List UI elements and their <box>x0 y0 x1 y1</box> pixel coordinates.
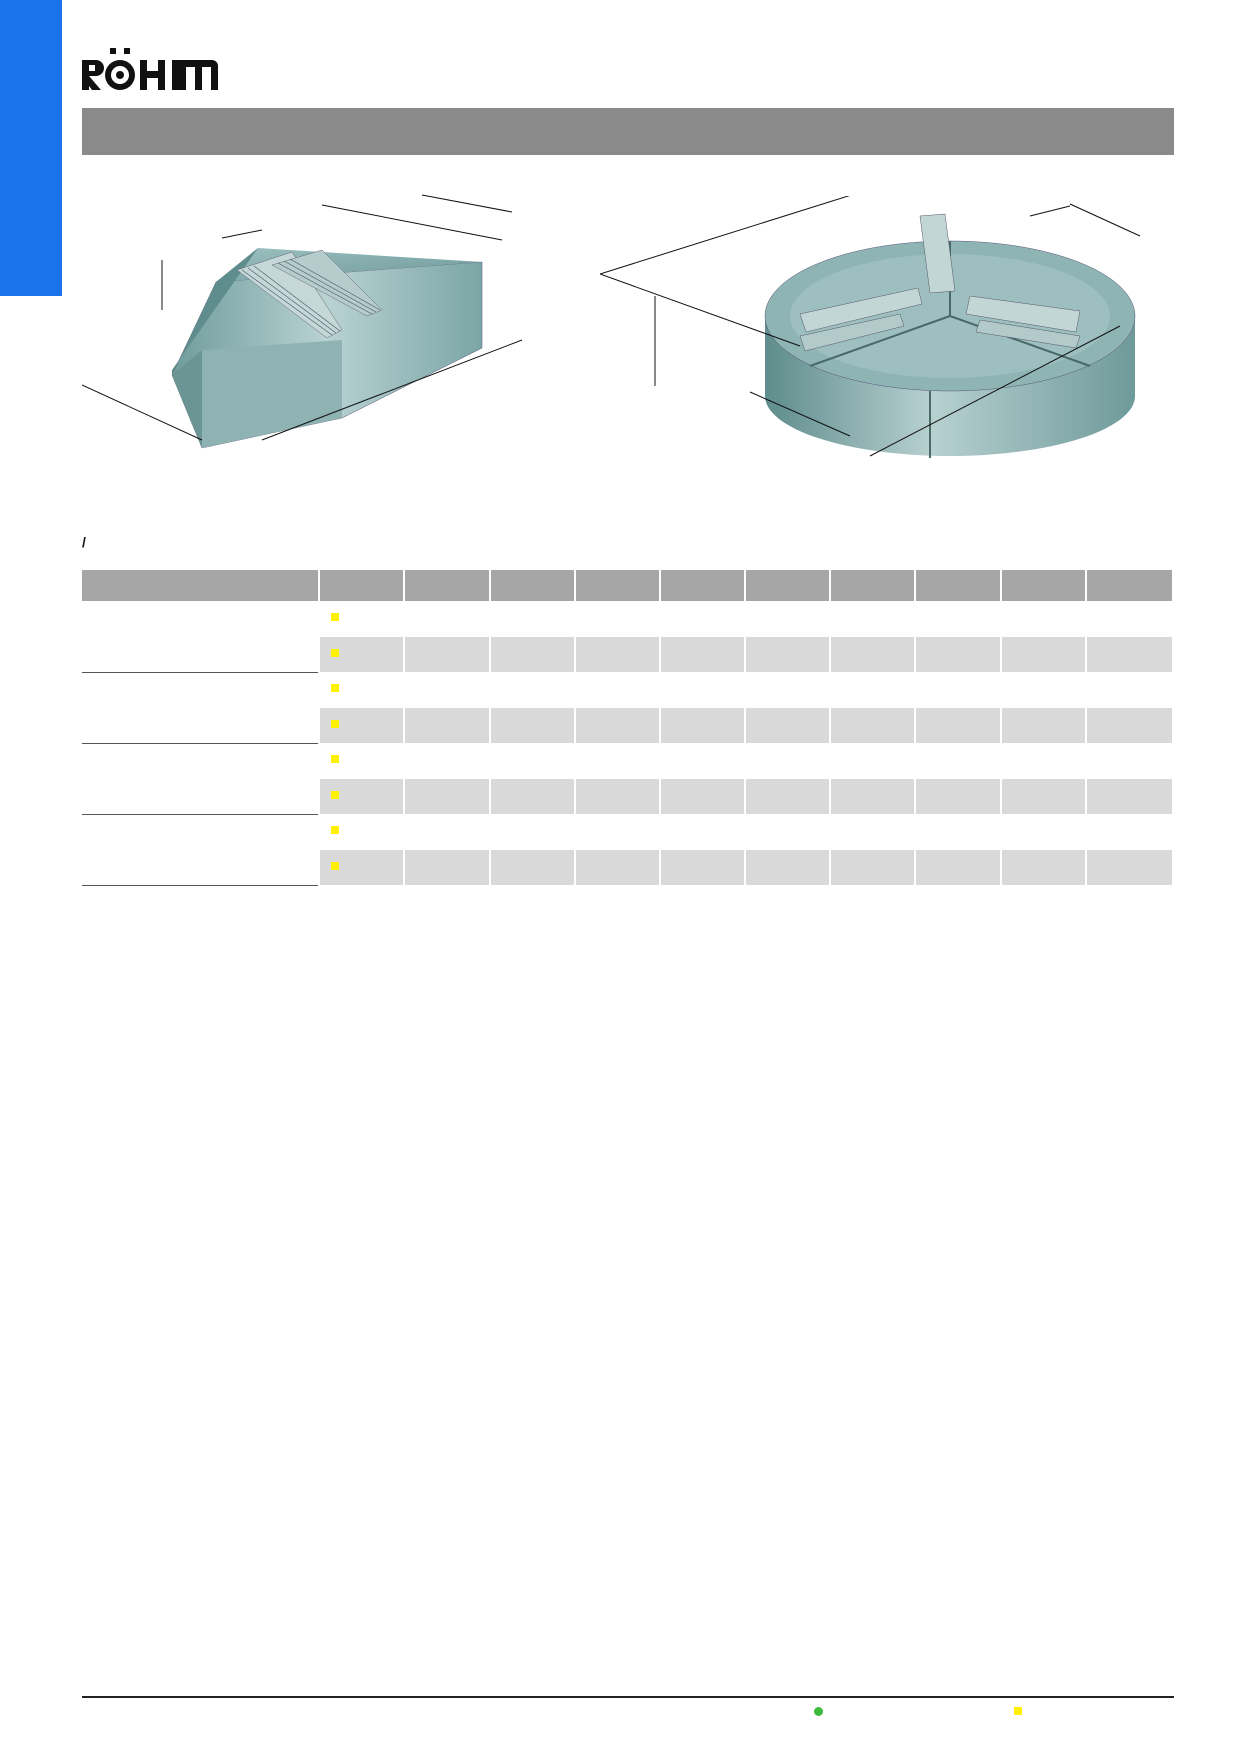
green-dot-icon <box>814 1707 823 1716</box>
set-number-cell <box>319 743 404 779</box>
c-cell <box>575 672 660 708</box>
b-cell <box>490 850 575 886</box>
page-title <box>82 108 1174 155</box>
a-cell <box>404 850 489 886</box>
table-header-row <box>82 570 1173 601</box>
yellow-square-icon <box>331 791 339 799</box>
n-cell <box>660 814 745 850</box>
j-cell <box>830 779 915 815</box>
futtertyp-cell <box>82 743 319 814</box>
a-cell <box>404 672 489 708</box>
material-cell <box>915 814 1000 850</box>
gewicht-cell <box>1086 814 1173 850</box>
yellow-square-icon <box>1014 1707 1022 1715</box>
material-cell <box>915 637 1000 673</box>
gewicht-cell <box>1086 779 1173 815</box>
futtertyp-cell <box>82 601 319 672</box>
c-cell <box>575 779 660 815</box>
b-cell <box>490 814 575 850</box>
yellow-square-icon <box>331 826 339 834</box>
c-cell <box>575 743 660 779</box>
a-cell <box>404 637 489 673</box>
design-1-illustration <box>82 190 582 490</box>
material-cell <box>915 708 1000 744</box>
ausfuehrung-cell <box>1001 779 1086 815</box>
yellow-square-icon <box>331 862 339 870</box>
gewicht-cell <box>1086 708 1173 744</box>
a-cell <box>404 708 489 744</box>
j-cell <box>830 708 915 744</box>
ausfuehrung-cell <box>1001 672 1086 708</box>
product-intro <box>82 530 86 555</box>
table-row <box>82 672 1173 708</box>
header-ausfuehrung <box>1001 570 1086 601</box>
header-futtertyp <box>82 570 319 601</box>
roehm-logo <box>80 44 220 96</box>
gewicht-cell <box>1086 850 1173 886</box>
k-cell <box>745 601 830 637</box>
header-material <box>915 570 1000 601</box>
ausfuehrung-cell <box>1001 637 1086 673</box>
set-number-cell <box>319 708 404 744</box>
header-n <box>660 570 745 601</box>
table-row <box>82 743 1173 779</box>
j-cell <box>830 601 915 637</box>
futtertyp-cell <box>82 672 319 743</box>
gewicht-cell <box>1086 637 1173 673</box>
yellow-square-icon <box>331 720 339 728</box>
a-cell <box>404 743 489 779</box>
product-type-line: / <box>82 533 86 550</box>
yellow-square-icon <box>331 684 339 692</box>
header-gewicht <box>1086 570 1173 601</box>
ausfuehrung-cell <box>1001 814 1086 850</box>
j-cell <box>830 743 915 779</box>
k-cell <box>745 708 830 744</box>
j-cell <box>830 672 915 708</box>
n-cell <box>660 779 745 815</box>
n-cell <box>660 743 745 779</box>
header-b <box>490 570 575 601</box>
ausfuehrung-cell <box>1001 743 1086 779</box>
side-tab <box>0 0 62 296</box>
j-cell <box>830 814 915 850</box>
b-cell <box>490 637 575 673</box>
j-cell <box>830 637 915 673</box>
b-cell <box>490 779 575 815</box>
yellow-square-icon <box>331 755 339 763</box>
header-a <box>404 570 489 601</box>
material-cell <box>915 850 1000 886</box>
n-cell <box>660 850 745 886</box>
set-number-cell <box>319 637 404 673</box>
legend-weeks <box>1014 1707 1034 1715</box>
c-cell <box>575 637 660 673</box>
k-cell <box>745 672 830 708</box>
c-cell <box>575 850 660 886</box>
n-cell <box>660 672 745 708</box>
j-cell <box>830 850 915 886</box>
legend-stock <box>814 1707 835 1716</box>
b-cell <box>490 672 575 708</box>
spec-table <box>82 570 1174 886</box>
b-cell <box>490 708 575 744</box>
yellow-square-icon <box>331 649 339 657</box>
ausfuehrung-cell <box>1001 708 1086 744</box>
yellow-square-icon <box>331 613 339 621</box>
n-cell <box>660 637 745 673</box>
table-row <box>82 814 1173 850</box>
c-cell <box>575 814 660 850</box>
ausfuehrung-cell <box>1001 850 1086 886</box>
design-2-illustration <box>600 196 1180 486</box>
material-cell <box>915 743 1000 779</box>
material-cell <box>915 779 1000 815</box>
material-cell <box>915 601 1000 637</box>
set-number-cell <box>319 779 404 815</box>
header-c <box>575 570 660 601</box>
ausfuehrung-cell <box>1001 601 1086 637</box>
c-cell <box>575 601 660 637</box>
a-cell <box>404 779 489 815</box>
set-number-cell <box>319 814 404 850</box>
header-k <box>745 570 830 601</box>
table-row <box>82 601 1173 637</box>
b-cell <box>490 743 575 779</box>
b-cell <box>490 601 575 637</box>
header-j <box>830 570 915 601</box>
set-number-cell <box>319 850 404 886</box>
k-cell <box>745 779 830 815</box>
a-cell <box>404 601 489 637</box>
k-cell <box>745 743 830 779</box>
k-cell <box>745 850 830 886</box>
n-cell <box>660 601 745 637</box>
k-cell <box>745 637 830 673</box>
header-set <box>319 570 404 601</box>
n-cell <box>660 708 745 744</box>
gewicht-cell <box>1086 743 1173 779</box>
set-number-cell <box>319 672 404 708</box>
material-cell <box>915 672 1000 708</box>
gewicht-cell <box>1086 672 1173 708</box>
futtertyp-cell <box>82 814 319 885</box>
a-cell <box>404 814 489 850</box>
set-number-cell <box>319 601 404 637</box>
c-cell <box>575 708 660 744</box>
footer-divider <box>82 1696 1174 1698</box>
gewicht-cell <box>1086 601 1173 637</box>
k-cell <box>745 814 830 850</box>
